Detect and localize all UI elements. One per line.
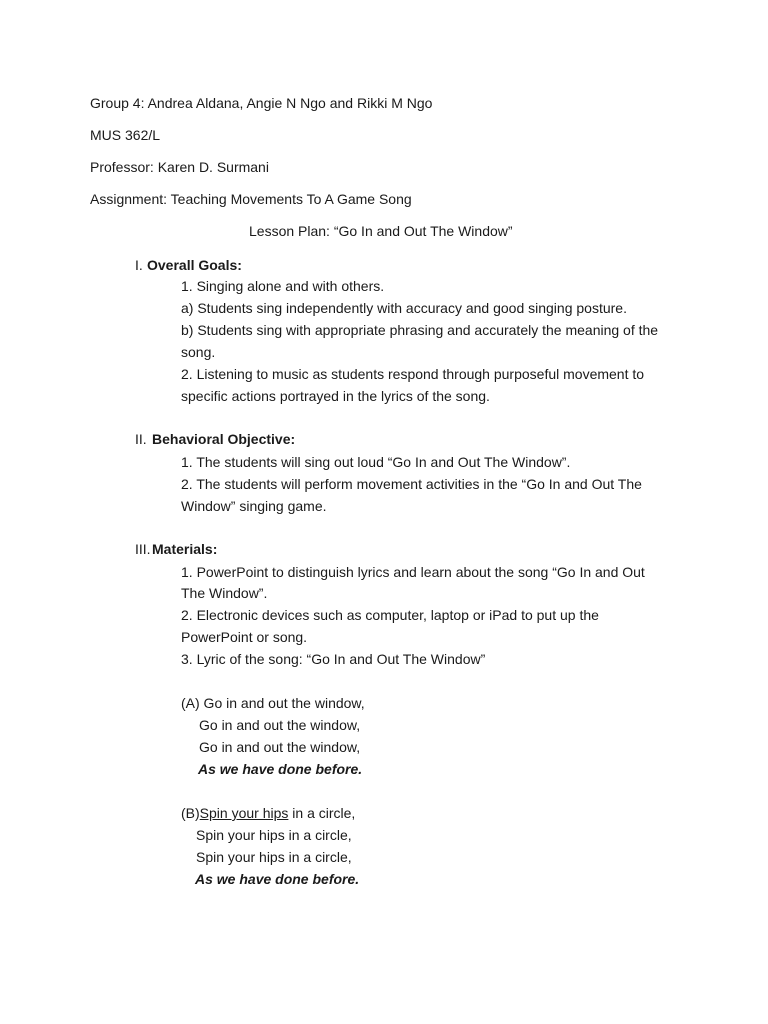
- goals-item-1b: b) Students sing with appropriate phrasing and accurately the meaning of the: [181, 322, 659, 338]
- section-materials-numeral: III.: [135, 541, 151, 557]
- behavioral-item-2-cont: Window” singing game.: [181, 498, 327, 514]
- section-behavioral-numeral: II.: [135, 431, 147, 447]
- group-members: Group 4: Andrea Aldana, Angie N Ngo and Rikki M Ngo: [90, 95, 433, 111]
- course-code: MUS 362/L: [90, 127, 161, 143]
- verse-a-line-2: Go in and out the window,: [199, 717, 361, 733]
- section-goals-heading: Overall Goals:: [147, 257, 242, 273]
- verse-b-line-1-rest: in a circle,: [288, 805, 356, 821]
- verse-b-line-1: [181, 804, 355, 822]
- verse-b-underlined: Spin your hips: [199, 805, 289, 821]
- professor-name: Professor: Karen D. Surmani: [90, 159, 269, 175]
- section-goals-numeral: I.: [135, 257, 143, 273]
- verse-a-line-4: As we have done before.: [198, 761, 363, 777]
- verse-b-prefix: (B): [181, 805, 200, 821]
- goals-item-1b-cont: song.: [181, 344, 216, 360]
- materials-item-1-cont: The Window”.: [181, 585, 268, 601]
- materials-item-1: 1. PowerPoint to distinguish lyrics and learn about the song “Go In and Out: [181, 564, 645, 580]
- verse-a-line-1: (A) Go in and out the window,: [181, 695, 365, 711]
- goals-item-1a: a) Students sing independently with accuracy and good singing posture.: [181, 300, 627, 316]
- goals-item-1: 1. Singing alone and with others.: [181, 278, 385, 294]
- materials-item-3: 3. Lyric of the song: “Go In and Out The Window”: [181, 651, 486, 667]
- goals-item-2-cont: specific actions portrayed in the lyrics of the song.: [181, 388, 490, 404]
- goals-item-2: 2. Listening to music as students respond through purposeful movement to: [181, 366, 645, 382]
- verse-b-line-3: Spin your hips in a circle,: [196, 849, 352, 865]
- section-materials-heading: Materials:: [152, 541, 218, 557]
- verse-a-line-3: Go in and out the window,: [199, 739, 361, 755]
- assignment-title: Assignment: Teaching Movements To A Game Song: [90, 191, 412, 207]
- materials-item-2-cont: PowerPoint or song.: [181, 629, 308, 645]
- behavioral-item-1: 1. The students will sing out loud “Go In and Out The Window”.: [181, 454, 571, 470]
- verse-b-line-4: As we have done before.: [195, 871, 360, 887]
- verse-b-line-2: Spin your hips in a circle,: [196, 827, 352, 843]
- materials-item-2: 2. Electronic devices such as computer, laptop or iPad to put up the: [181, 607, 599, 623]
- lesson-plan-title: Lesson Plan: “Go In and Out The Window”: [249, 223, 513, 239]
- behavioral-item-2: 2. The students will perform movement activities in the “Go In and Out The: [181, 476, 642, 492]
- section-behavioral-heading: Behavioral Objective:: [152, 431, 296, 447]
